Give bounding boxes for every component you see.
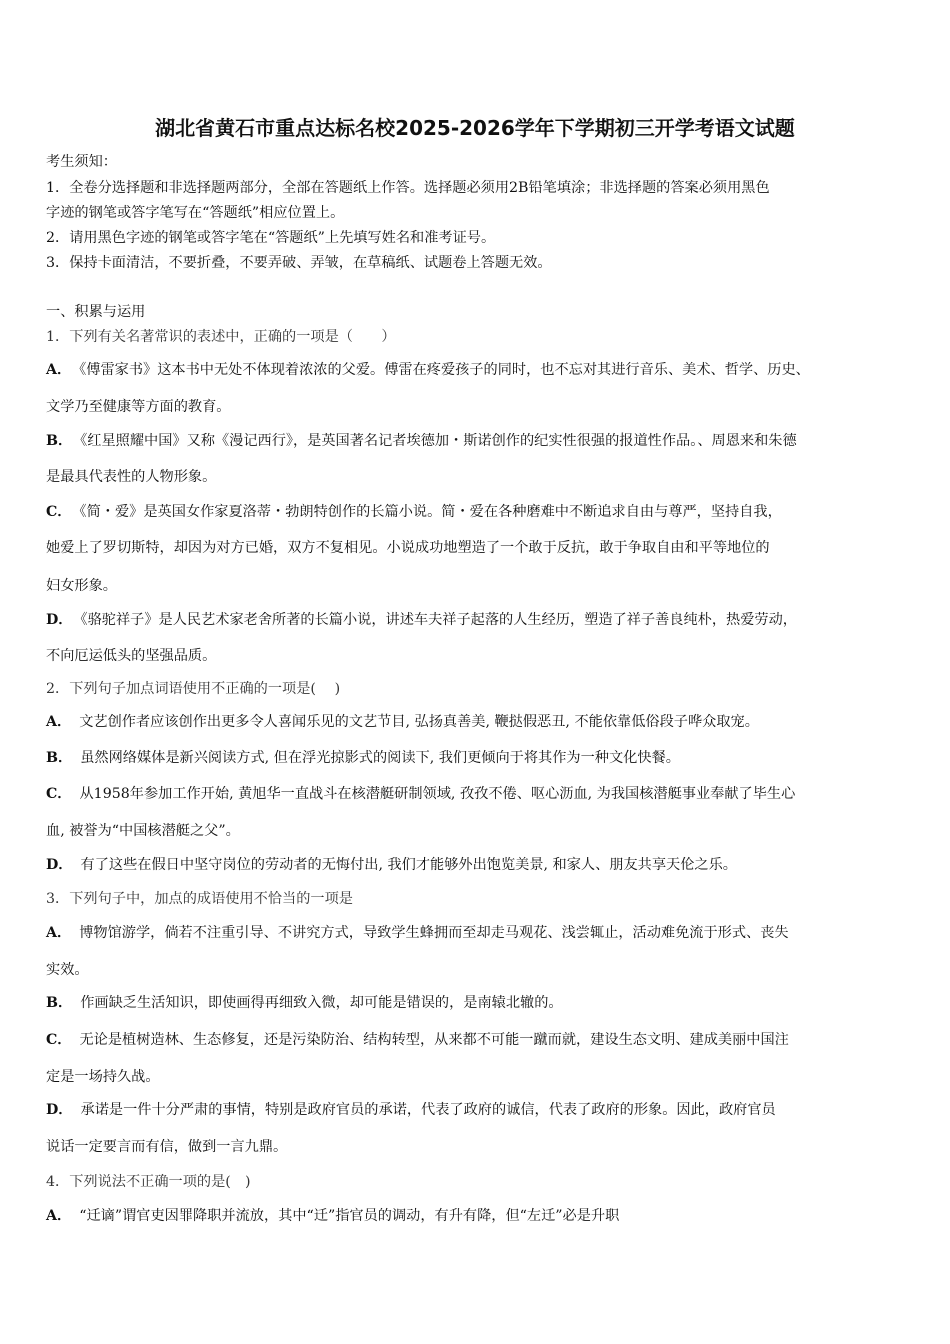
option-b bbox=[46, 748, 680, 768]
option-d bbox=[46, 1100, 776, 1120]
option-label: D． bbox=[46, 857, 73, 873]
option-label: A． bbox=[46, 1208, 72, 1224]
question-stem: 4．下列说法不正确一项的是( ) bbox=[46, 1174, 251, 1190]
option-text: 《红星照耀中国》又称《漫记西行》，是英国著名记者埃德加・斯诺创作的纪实性很强的报道性作品。、周恩来和朱德 bbox=[80, 433, 797, 449]
option-label: B． bbox=[46, 750, 73, 766]
option-text-cont: 她爱上了罗切斯特，却因为对方已婚，双方不复相见。小说成功地塑造了一个敢于反抗，敢于争取自由和平等地位的 bbox=[46, 540, 770, 556]
option-text-cont: 不向厄运低头的坚强品质。 bbox=[46, 648, 217, 664]
option-label: B． bbox=[46, 433, 73, 449]
option-a bbox=[46, 1206, 619, 1226]
option-text-cont: 文学乃至健康等方面的教育。 bbox=[46, 399, 231, 415]
option-label: A． bbox=[46, 362, 72, 378]
option-label: D． bbox=[46, 612, 73, 628]
option-text-cont: 实效。 bbox=[46, 962, 89, 978]
option-d bbox=[46, 610, 797, 630]
question-stem: 1．下列有关名著常识的表述中，正确的一项是（ ） bbox=[46, 329, 396, 345]
notice-line: 字迹的钢笔或答字笔写在“答题纸”相应位置上。 bbox=[46, 205, 345, 221]
option-text: 无论是植树造林、生态修复，还是污染防治、结构转型，从来都不可能一蹴而就，建设生态文明、建成美丽中国注 bbox=[79, 1032, 789, 1048]
option-text: 文艺创作者应该创作出更多令人喜闻乐见的文艺节目, 弘扬真善美, 鞭挞假恶丑, 不能依靠低俗段子哗众取宠。 bbox=[79, 714, 759, 730]
option-label: C． bbox=[46, 786, 72, 802]
option-label: C． bbox=[46, 1032, 72, 1048]
option-label: C． bbox=[46, 504, 72, 520]
option-label: A． bbox=[46, 925, 72, 941]
option-a bbox=[46, 923, 789, 943]
option-a bbox=[46, 360, 810, 380]
option-label: B． bbox=[46, 995, 73, 1011]
option-text: “迁谪”谓官吏因罪降职并流放，其中“迁”指官员的调动，有升有降，但“左迁”必是升职 bbox=[79, 1208, 620, 1224]
option-text-cont: 血, 被誉为“中国核潜艇之父”。 bbox=[46, 823, 240, 839]
option-text: 《骆驼祥子》是人民艺术家老舍所著的长篇小说，讲述车夫祥子起落的人生经历，塑造了祥子善良纯朴，热爱劳动， bbox=[80, 612, 797, 628]
option-d bbox=[46, 855, 737, 875]
notice-heading: 考生须知： bbox=[46, 154, 117, 170]
option-b bbox=[46, 993, 563, 1013]
option-label: A． bbox=[46, 714, 72, 730]
option-text: 从1958年参加工作开始, 黄旭华一直战斗在核潜艇研制领域, 孜孜不倦、呕心沥血, 为我国核潜艇事业奉献了毕生心 bbox=[79, 786, 796, 802]
section-heading: 一、积累与运用 bbox=[46, 304, 146, 320]
option-c bbox=[46, 502, 782, 522]
option-b bbox=[46, 431, 797, 451]
page-title: 湖北省黄石市重点达标名校2025-2026学年下学期初三开学考语文试题 bbox=[155, 116, 795, 140]
option-text-cont: 妇女形象。 bbox=[46, 578, 117, 594]
option-text: 《简・爱》是英国女作家夏洛蒂・勃朗特创作的长篇小说。简・爱在各种磨难中不断追求自由与尊严，坚持自我， bbox=[79, 504, 782, 520]
option-text: 作画缺乏生活知识，即使画得再细致入微，却可能是错误的，是南辕北辙的。 bbox=[80, 995, 563, 1011]
option-text: 《傅雷家书》这本书中无处不体现着浓浓的父爱。傅雷在疼爱孩子的同时，也不忘对其进行音乐、美术、哲学、历史、 bbox=[79, 362, 810, 378]
option-text-cont: 是最具代表性的人物形象。 bbox=[46, 469, 217, 485]
option-text: 有了这些在假日中坚守岗位的劳动者的无悔付出, 我们才能够外出饱览美景, 和家人、朋友共享天伦之乐。 bbox=[80, 857, 737, 873]
option-c bbox=[46, 1030, 789, 1050]
option-text: 虽然网络媒体是新兴阅读方式, 但在浮光掠影式的阅读下, 我们更倾向于将其作为一种文化快餐。 bbox=[80, 750, 680, 766]
notice-line: 2．请用黑色字迹的钢笔或答字笔在“答题纸”上先填写姓名和准考证号。 bbox=[46, 230, 496, 246]
option-text-cont: 说话一定要言而有信，做到一言九鼎。 bbox=[46, 1139, 288, 1155]
notice-line: 3．保持卡面清洁，不要折叠，不要弄破、弄皱，在草稿纸、试题卷上答题无效。 bbox=[46, 255, 552, 271]
option-c bbox=[46, 784, 795, 804]
option-a bbox=[46, 712, 759, 732]
option-text-cont: 定是一场持久战。 bbox=[46, 1069, 160, 1085]
option-text: 承诺是一件十分严肃的事情，特别是政府官员的承诺，代表了政府的诚信，代表了政府的形象。因此，政府官员 bbox=[80, 1102, 776, 1118]
option-label: D． bbox=[46, 1102, 73, 1118]
question-stem: 2．下列句子加点词语使用不正确的一项是( ) bbox=[46, 681, 341, 697]
question-stem: 3．下列句子中，加点的成语使用不恰当的一项是 bbox=[46, 891, 353, 907]
option-text: 博物馆游学，倘若不注重引导、不讲究方式，导致学生蜂拥而至却走马观花、浅尝辄止，活动难免流于形式、丧失 bbox=[79, 925, 789, 941]
notice-line: 1．全卷分选择题和非选择题两部分，全部在答题纸上作答。选择题必须用2B铅笔填涂；非选择题的答案必须用黑色 bbox=[46, 180, 770, 196]
